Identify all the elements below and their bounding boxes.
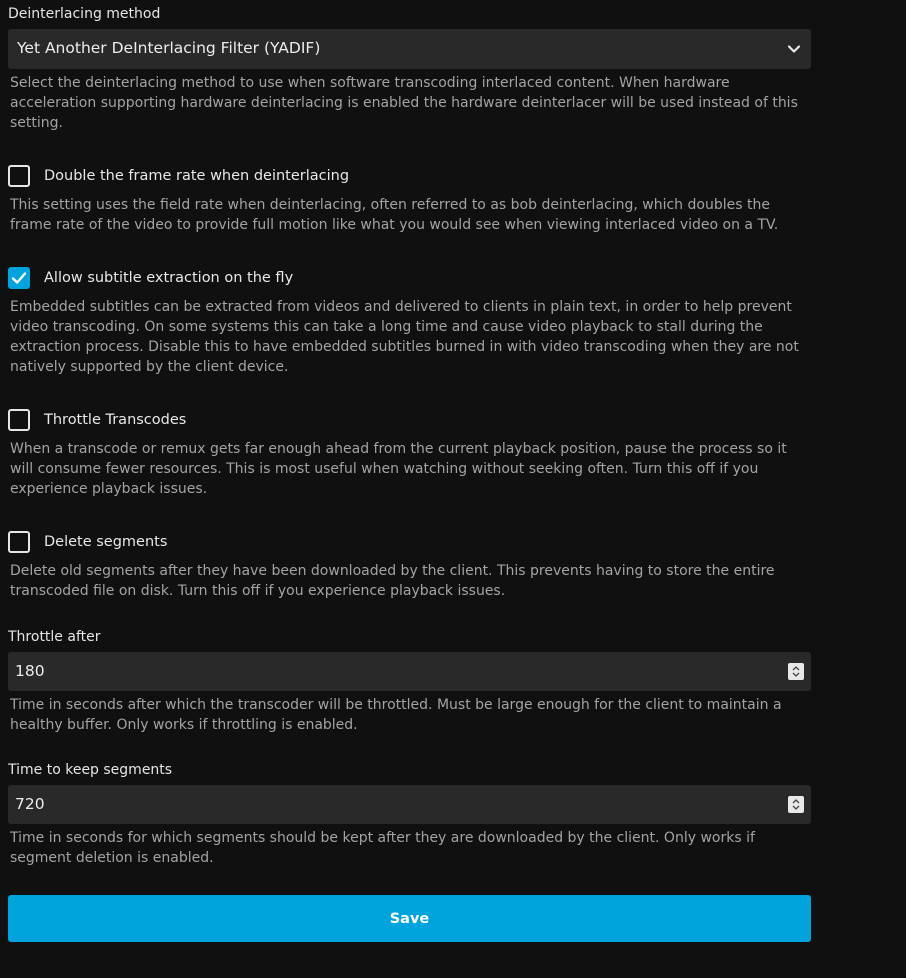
save-button[interactable]: Save (8, 895, 811, 942)
stepper-arrows-icon (788, 663, 804, 680)
subtitle-extraction-label: Allow subtitle extraction on the fly (44, 270, 294, 286)
delete-segments-row[interactable] (8, 529, 167, 555)
throttle-transcodes-checkbox[interactable] (8, 409, 30, 431)
keep-segments-stepper[interactable] (788, 796, 804, 813)
double-frame-rate-label: Double the frame rate when deinterlacing (44, 168, 350, 184)
delete-segments-checkbox[interactable] (8, 531, 30, 553)
keep-segments-input[interactable] (8, 785, 811, 824)
throttle-after-stepper[interactable] (788, 663, 804, 680)
double-frame-rate-row[interactable] (8, 163, 349, 189)
keep-segments-value: 720 (15, 795, 45, 813)
deinterlacing-method-select[interactable] (8, 29, 811, 69)
keep-segments-description: Time in seconds for which segments should be kept after they are downloaded by the client. Only works if segment deletion is enabled. (10, 830, 755, 866)
delete-segments-description: Delete old segments after they have been downloaded by the client. This prevents having to store the entire transcoded file on disk. Turn this off if you experience playback issues. (10, 563, 775, 599)
throttle-after-description: Time in seconds after which the transcoder will be throttled. Must be large enough for the client to maintain a healthy buffer. Only works if throttling is enabled. (10, 697, 782, 733)
deinterlacing-method-value: Yet Another DeInterlacing Filter (YADIF) (17, 39, 321, 57)
checkmark-icon (9, 268, 29, 288)
throttle-transcodes-label: Throttle Transcodes (44, 412, 187, 428)
delete-segments-label: Delete segments (44, 534, 168, 550)
subtitle-extraction-description: Embedded subtitles can be extracted from videos and delivered to clients in plain text, in order to help prevent video transcoding. On some systems this can take a long time and cause video playback to stall during the extraction process. Disable this to have embedded subtitles burned in with video transcoding when they are not natively supported by the client device. (10, 299, 799, 375)
double-frame-rate-checkbox[interactable] (8, 165, 30, 187)
chevron-down-icon (787, 42, 801, 56)
throttle-after-value: 180 (15, 662, 45, 680)
subtitle-extraction-row[interactable] (8, 265, 293, 291)
deinterlacing-method-description: Select the deinterlacing method to use when software transcoding interlaced content. When hardware acceleration supporting hardware deinterlacing is enabled the hardware deinterlacer will be used instead of this setting. (10, 75, 798, 131)
throttle-after-input[interactable] (8, 652, 811, 691)
double-frame-rate-description: This setting uses the field rate when deinterlacing, often referred to as bob deinterlacing, which doubles the frame rate of the video to provide full motion like what you would see when viewing interlaced video on a TV. (10, 197, 779, 233)
throttle-transcodes-description: When a transcode or remux gets far enough ahead from the current playback position, pause the process so it will consume fewer resources. This is most useful when watching without seeking often. Turn this off if you experience playback issues. (10, 441, 787, 497)
deinterlacing-method-label: Deinterlacing method (8, 6, 161, 22)
throttle-transcodes-row[interactable] (8, 407, 186, 433)
stepper-arrows-icon (788, 796, 804, 813)
keep-segments-label: Time to keep segments (8, 762, 173, 778)
subtitle-extraction-checkbox[interactable] (8, 267, 30, 289)
throttle-after-label: Throttle after (8, 629, 101, 645)
